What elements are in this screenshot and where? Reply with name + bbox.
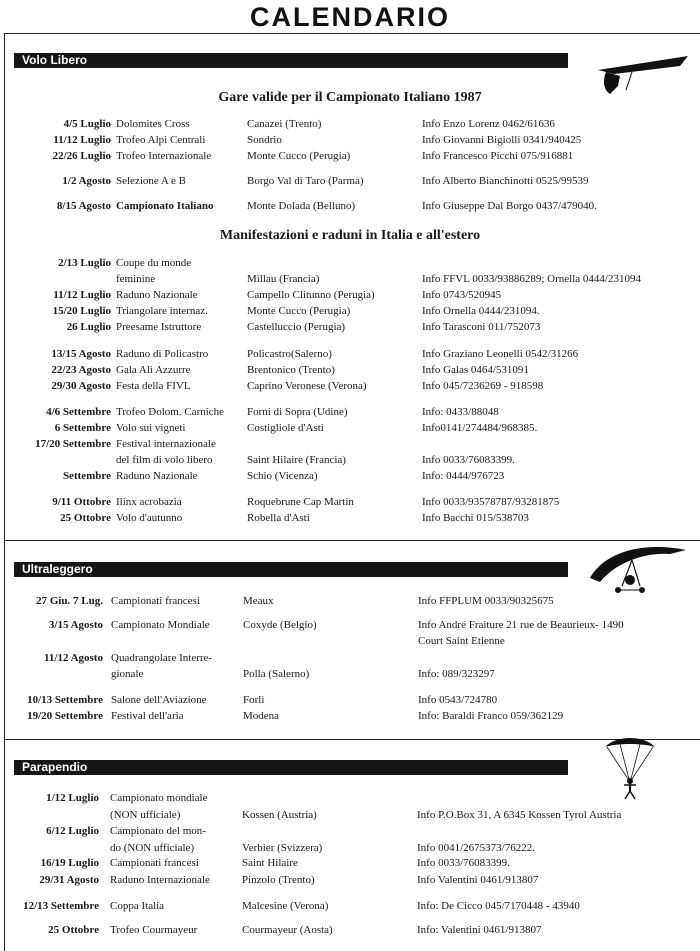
- table-row: [0, 362, 700, 378]
- table-row: [0, 319, 700, 335]
- cell-date: 10/13 Settembre: [27, 694, 103, 706]
- cell-location: Canazei (Trento): [247, 118, 322, 130]
- cell-location: Monte Cucco (Perugia): [247, 150, 351, 162]
- cell-date: 8/15 Agosto: [56, 200, 111, 212]
- cell-event: Trofeo Courmayeur: [110, 924, 198, 936]
- table-row: [0, 823, 700, 839]
- cell-event: Campionato Mondiale: [111, 619, 210, 631]
- cell-location: Monte Dolada (Belluno): [247, 200, 356, 212]
- cell-event: Festival internazionale: [116, 438, 216, 450]
- section-bar-ultraleggero: Ultraleggero: [14, 562, 568, 577]
- cell-date: 6 Settembre: [54, 422, 111, 434]
- table-row: [0, 271, 700, 287]
- cell-event: Trofeo Alpi Centrali: [116, 134, 206, 146]
- cell-location: Malcesine (Verona): [242, 900, 329, 912]
- cell-info: Info FFPLUM 0033/90325675: [418, 595, 554, 607]
- table-row: [0, 116, 700, 132]
- cell-event: Triangolare internaz.: [116, 305, 208, 317]
- table-row: [0, 173, 700, 189]
- cell-info: Info: De Cicco 045/7170448 - 43940: [417, 900, 580, 912]
- cell-location: Millau (Francia): [247, 273, 320, 285]
- table-row: [0, 872, 700, 888]
- table-row: [0, 840, 700, 856]
- cell-location: Policastro(Salerno): [247, 348, 332, 360]
- table-row: [0, 666, 700, 682]
- section-separator: [4, 739, 700, 740]
- cell-event: Volo d'autunno: [116, 512, 183, 524]
- cell-event: Salone dell'Aviazione: [111, 694, 207, 706]
- cell-info: Info Francesco Picchi 075/916881: [422, 150, 574, 162]
- cell-date: 11/12 Luglio: [53, 289, 111, 301]
- cell-info: Info Giuseppe Dal Borgo 0437/479040.: [422, 200, 597, 212]
- cell-location: Roquebrune Cap Martin: [247, 496, 354, 508]
- cell-event: Coupe du monde: [116, 257, 192, 269]
- cell-date: 27 Giu. 7 Lug.: [36, 595, 103, 607]
- cell-location: Pinzolo (Trento): [242, 874, 315, 886]
- cell-info: Info Graziano Leonelli 0542/31266: [422, 348, 579, 360]
- cell-event: Festa della FIVL: [116, 380, 191, 392]
- table-row: [0, 198, 700, 214]
- table-row: [0, 510, 700, 526]
- cell-location: Monte Cucco (Perugia): [247, 305, 351, 317]
- cell-info: Info FFVL 0033/93886289; Ornella 0444/231094: [422, 273, 641, 285]
- cell-location: Caprino Veronese (Verona): [247, 380, 367, 392]
- section-bar-parapendio: Parapendio: [14, 760, 568, 775]
- table-row: [0, 617, 700, 633]
- cell-event: Coppa Italia: [110, 900, 165, 912]
- heading-gare-campionato: Gare valide per il Campionato Italiano 1987: [218, 90, 482, 105]
- cell-event: Dolomites Cross: [116, 118, 190, 130]
- cell-info: Info: Baraldi Franco 059/362129: [418, 710, 564, 722]
- cell-date: 29/31 Agosto: [39, 874, 99, 886]
- cell-location: Robella d'Asti: [247, 512, 310, 524]
- cell-date: 17/20 Settembre: [35, 438, 111, 450]
- cell-date: 15/20 Luglio: [52, 305, 111, 317]
- cell-event: feminine: [116, 273, 156, 285]
- cell-event: Campionato del mon-: [110, 825, 206, 837]
- cell-info: Info P.O.Box 31, A 6345 Kossen Tyrol Austria: [417, 809, 622, 821]
- cell-date: 3/15 Agosto: [48, 619, 103, 631]
- cell-info: Info Enzo Lorenz 0462/61636: [422, 118, 555, 130]
- cell-event: gionale: [111, 668, 144, 680]
- cell-date: 16/19 Luglio: [40, 857, 99, 869]
- table-row: [0, 708, 700, 724]
- table-row: [0, 807, 700, 823]
- cell-location: Kossen (Austria): [242, 809, 317, 821]
- cell-event: Quadrangolare Interre-: [111, 652, 213, 664]
- table-row: [0, 132, 700, 148]
- cell-info: Info: 0433/88048: [422, 406, 499, 418]
- table-row: [0, 922, 700, 938]
- cell-info: Info: Valentini 0461/913807: [417, 924, 542, 936]
- cell-info: Info Alberto Bianchinotti 0525/99539: [422, 175, 589, 187]
- cell-date: 6/12 Luglio: [46, 825, 99, 837]
- table-row: [0, 452, 700, 468]
- cell-location: Modena: [243, 710, 280, 722]
- top-rule: [4, 33, 700, 34]
- cell-info: Info 0041/2675373/76222.: [417, 842, 535, 854]
- table-row: [0, 420, 700, 436]
- cell-date: 1/12 Luglio: [46, 792, 99, 804]
- table-row: [0, 148, 700, 164]
- cell-info: Info0141/274484/968385.: [422, 422, 538, 434]
- cell-date: 25 Ottobre: [48, 924, 99, 936]
- cell-info: Info 0033/76083399.: [417, 857, 510, 869]
- cell-location: Saint Hilaire: [242, 857, 298, 869]
- cell-info: Info 0033/76083399.: [422, 454, 515, 466]
- cell-event: Campionati francesi: [111, 595, 200, 607]
- cell-date: Settembre: [62, 470, 111, 482]
- cell-event: Trofeo Internazionale: [116, 150, 212, 162]
- cell-info: Info 0743/520945: [422, 289, 502, 301]
- cell-location: Borgo Val di Taro (Parma): [247, 175, 364, 187]
- cell-location: Verbier (Svizzera): [242, 842, 323, 854]
- cell-date: 2/13 Luglio: [58, 257, 111, 269]
- cell-location: Costigliole d'Asti: [247, 422, 324, 434]
- table-row: [0, 650, 700, 666]
- cell-info: Info Tarasconi 011/752073: [422, 321, 541, 333]
- cell-info: Info 045/7236269 - 918598: [422, 380, 544, 392]
- cell-location: Meaux: [243, 595, 274, 607]
- cell-date: 13/15 Agosto: [51, 348, 111, 360]
- cell-event: Volo sui vigneti: [116, 422, 186, 434]
- cell-date: 4/6 Settembre: [46, 406, 111, 418]
- table-row: [0, 303, 700, 319]
- table-row: [0, 378, 700, 394]
- ultralight-icon: [586, 540, 690, 600]
- cell-event: Campionato Italiano: [116, 200, 214, 212]
- cell-info: Info 0033/93578787/93281875: [422, 496, 560, 508]
- table-row: [0, 346, 700, 362]
- cell-event: Raduno Nazionale: [116, 289, 198, 301]
- cell-event: Ilinx acrobazia: [116, 496, 182, 508]
- table-row: [0, 633, 700, 649]
- cell-event: Raduno Internazionale: [110, 874, 210, 886]
- cell-location: Castelluccio (Perugia): [247, 321, 346, 333]
- table-row: [0, 404, 700, 420]
- cell-date: 11/12 Luglio: [53, 134, 111, 146]
- cell-date: 22/26 Luglio: [52, 150, 111, 162]
- cell-date: 25 Ottobre: [60, 512, 111, 524]
- table-row: [0, 287, 700, 303]
- cell-date: 29/30 Agosto: [51, 380, 111, 392]
- table-row: [0, 855, 700, 871]
- cell-info: Info Bacchi 015/538703: [422, 512, 529, 524]
- cell-date: 9/11 Ottobre: [52, 496, 111, 508]
- cell-event: (NON ufficiale): [110, 809, 181, 821]
- cell-info: Info André Fraiture 21 rue de Beaurieux- 1490: [418, 619, 624, 631]
- page-title: CALENDARIO: [250, 2, 450, 32]
- cell-location: Coxyde (Belgio): [243, 619, 317, 631]
- table-row: [0, 436, 700, 452]
- cell-info: Court Saint Etienne: [418, 635, 505, 647]
- cell-info: Info Ornella 0444/231094.: [422, 305, 540, 317]
- cell-date: 4/5 Luglio: [63, 118, 111, 130]
- cell-date: 12/13 Settembre: [23, 900, 99, 912]
- cell-location: Forlì: [243, 694, 265, 706]
- cell-date: 1/2 Agosto: [62, 175, 111, 187]
- cell-event: Selezione A e B: [116, 175, 186, 187]
- cell-info: Info Valentini 0461/913807: [417, 874, 539, 886]
- heading-manifestazioni: Manifestazioni e raduni in Italia e all'estero: [219, 228, 481, 243]
- cell-location: Brentonico (Trento): [247, 364, 335, 376]
- section-bar-volo-libero: Volo Libero: [14, 53, 568, 68]
- cell-event: do (NON ufficiale): [110, 842, 195, 854]
- cell-location: Courmayeur (Aosta): [242, 924, 333, 936]
- table-row: [0, 692, 700, 708]
- table-row: [0, 494, 700, 510]
- cell-event: Campionato mondiale: [110, 792, 208, 804]
- cell-date: 22/23 Agosto: [51, 364, 111, 376]
- cell-location: Campello Clitunno (Perugia): [247, 289, 375, 301]
- cell-event: Raduno Nazionale: [116, 470, 198, 482]
- table-row: [0, 468, 700, 484]
- cell-location: Forni di Sopra (Udine): [247, 406, 348, 418]
- cell-info: Info: 0444/976723: [422, 470, 505, 482]
- cell-info: Info 0543/724780: [418, 694, 498, 706]
- cell-date: 19/20 Settembre: [27, 710, 103, 722]
- cell-info: Info Giovanni Bigiolli 0341/940425: [422, 134, 582, 146]
- cell-event: Campionati francesi: [110, 857, 199, 869]
- cell-event: del film di volo libero: [116, 454, 213, 466]
- table-row: [0, 790, 700, 806]
- cell-event: Gala Ali Azzurre: [116, 364, 191, 376]
- table-row: [0, 593, 700, 609]
- cell-event: Raduno di Policastro: [116, 348, 209, 360]
- cell-event: Trofeo Dolom. Carniche: [116, 406, 225, 418]
- cell-info: Info: 089/323297: [418, 668, 495, 680]
- cell-event: Preesame Istruttore: [116, 321, 202, 333]
- cell-location: Schio (Vicenza): [247, 470, 318, 482]
- cell-location: Saint Hilaire (Francia): [247, 454, 346, 466]
- cell-date: 26 Luglio: [66, 321, 111, 333]
- cell-info: Info Galas 0464/531091: [422, 364, 529, 376]
- cell-event: Festival dell'aria: [111, 710, 184, 722]
- cell-date: 11/12 Agosto: [44, 652, 103, 664]
- cell-location: Polla (Salerno): [243, 668, 310, 680]
- table-row: [0, 898, 700, 914]
- cell-location: Sondrio: [247, 134, 282, 146]
- table-row: [0, 255, 700, 271]
